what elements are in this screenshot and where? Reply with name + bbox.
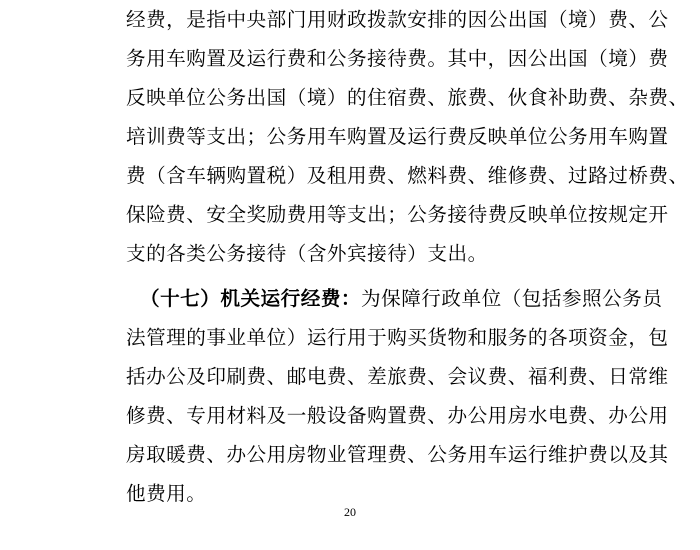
paragraph-first-line <box>140 281 662 317</box>
paragraph-line: 支的各类公务接待（含外宾接待）支出。 <box>126 242 488 265</box>
page-number: 20 <box>344 505 356 519</box>
paragraph-line: 反映单位公务出国（境）的住宿费、旅费、伙食补助费、杂费、 <box>126 86 689 109</box>
paragraph-line: 费（含车辆购置税）及租用费、燃料费、维修费、过路过桥费、 <box>126 164 689 187</box>
section-heading: （十七）机关运行经费： <box>140 287 362 310</box>
paragraph-line: 房取暖费、办公用房物业管理费、公务用车运行维护费以及其 <box>126 443 669 466</box>
paragraph-line-rest: 为保障行政单位（包括参照公务员 <box>361 287 663 310</box>
paragraph-line: 培训费等支出；公务用车购置及运行费反映单位公务用车购置 <box>126 125 669 148</box>
paragraph-line: 他费用。 <box>126 482 207 505</box>
paragraph-line: 修费、专用材料及一般设备购置费、办公用房水电费、办公用 <box>126 404 669 427</box>
paragraph-line: 务用车购置及运行费和公务接待费。其中，因公出国（境）费 <box>126 47 669 70</box>
paragraph-line: 括办公及印刷费、邮电费、差旅费、会议费、福利费、日常维 <box>126 365 669 388</box>
paragraph-line: 法管理的事业单位）运行用于购买货物和服务的各项资金，包 <box>126 326 669 349</box>
paragraph-line: 保险费、安全奖励费用等支出；公务接待费反映单位按规定开 <box>126 203 669 226</box>
paragraph-line: 经费，是指中央部门用财政拨款安排的因公出国（境）费、公 <box>126 8 669 31</box>
